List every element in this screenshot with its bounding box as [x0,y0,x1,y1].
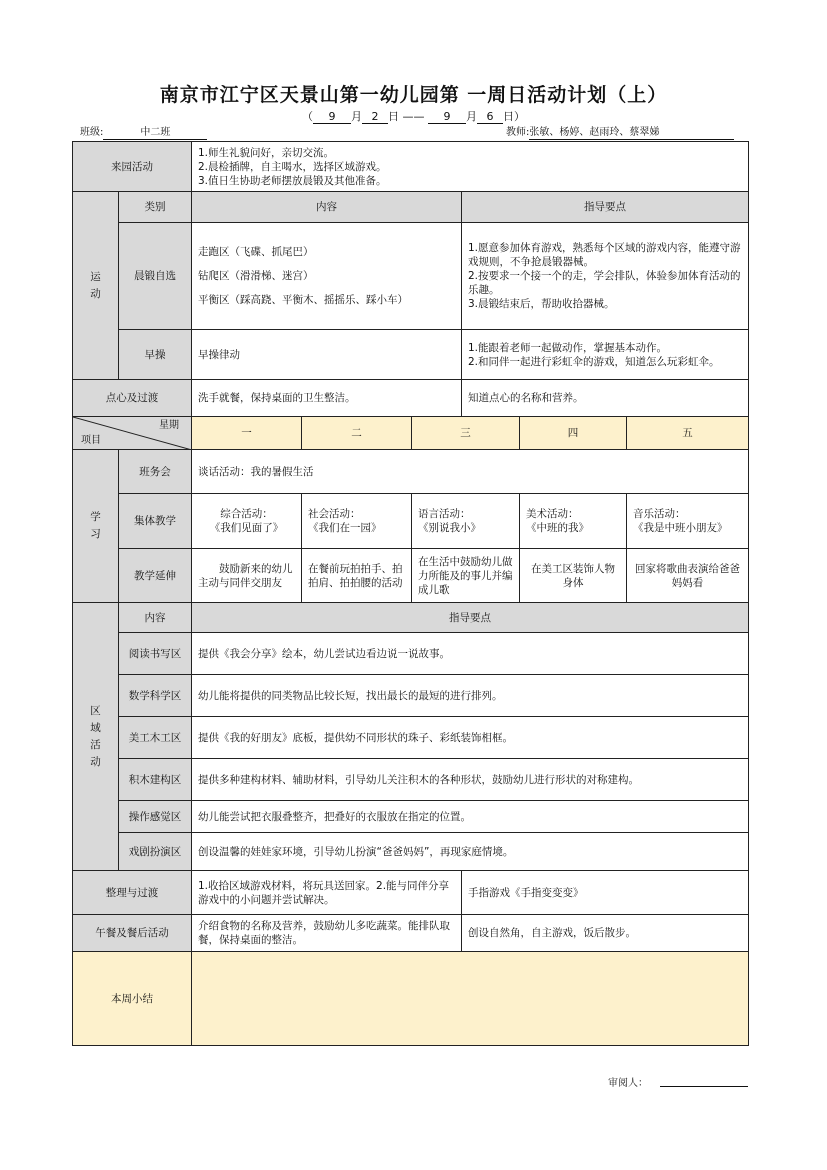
sport-section-text: 运动 [90,270,101,300]
class-meeting-content: 谈话活动：我的暑假生活 [192,450,749,494]
date-separator: —— [402,110,425,123]
tidy-guide: 手指游戏《手指变变变》 [462,871,749,915]
extension-day: 在餐前玩拍拍手、拍拍肩、拍拍腰的活动 [302,549,412,603]
area-guide: 提供多种建构材料、辅助材料，引导幼儿关注积木的各种形状，鼓励幼儿进行形状的对称建构。 [192,759,749,801]
reviewer [608,1074,648,1089]
date-range [0,108,827,124]
lunch-label: 午餐及餐后活动 [73,915,192,952]
areas-col-guide: 指导要点 [192,603,749,633]
class-meeting-row [73,450,749,494]
area-label: 数学科学区 [119,675,192,717]
arrival-line: 3.值日生协助老师摆放晨锻及其他准备。 [198,174,387,187]
day-header: 一 [192,417,302,450]
morning-content [192,223,462,330]
month-label: 月 [351,110,362,123]
area-label: 积木建构区 [119,759,192,801]
area-row [73,633,749,675]
group-teaching-day [627,494,749,549]
end-month: 9 [428,110,466,124]
lunch-content: 介绍食物的名称及营养，鼓励幼儿多吃蔬菜。能排队取餐，保持桌面的整洁。 [192,915,462,952]
areas-col-content: 内容 [119,603,192,633]
day-header: 二 [302,417,412,450]
tidy-content: 1.收拾区域游戏材料，将玩具送回家。2.能与同伴分享游戏中的小问题并尝试解决。 [192,871,462,915]
exercise-label: 早操 [119,330,192,380]
extension-day: 鼓励新来的幼儿主动与同伴交朋友 [192,549,302,603]
exercise-content: 早操律动 [192,330,462,380]
arrival-line: 2.晨检插牌，自主喝水，选择区域游戏。 [198,160,387,173]
lunch-guide: 创设自然角，自主游戏，饭后散步。 [462,915,749,952]
learning-section-text: 学习 [90,511,101,540]
week-header-row [73,417,749,450]
area-label: 戏剧扮演区 [119,833,192,871]
day-label: 日 [388,110,399,123]
sport-col-guide: 指导要点 [462,192,749,223]
teaching-title: 《别说我小》 [418,522,481,534]
areas-section-label [73,603,119,871]
extension-day: 回家将歌曲表演给爸爸妈妈看 [627,549,749,603]
class-label: 班级: [80,127,104,138]
weekday-item-header [73,417,192,450]
summary-label: 本周小结 [73,952,192,1046]
area-guide: 幼儿能将提供的同类物品比较长短，找出最长的最短的进行排列。 [192,675,749,717]
class-meeting-label: 班务会 [119,450,192,494]
group-teaching-label: 集体教学 [119,494,192,549]
morning-guide-line: 2.按要求一个接一个的走，学会排队，体验参加体育活动的乐趣。 [468,270,741,296]
teaching-title: 《中班的我》 [526,522,589,534]
area-row [73,675,749,717]
exercise-row [73,330,749,380]
teaching-type: 综合活动： [220,508,273,520]
tidy-row [73,871,749,915]
reviewer-label: 审阅人： [608,1078,648,1089]
date-close: 日） [503,110,525,123]
area-row [73,717,749,759]
teaching-title: 《我们见面了》 [209,522,284,534]
item-label: 项目 [81,435,101,446]
extension-day: 在生活中鼓励幼儿做力所能及的事儿并编成儿歌 [412,549,520,603]
exercise-guide-line: 1.能跟着老师一起做动作，掌握基本动作。 [468,341,668,354]
teaching-type: 音乐活动： [633,508,686,520]
morning-content-line: 走跑区（飞碟、抓尾巴） [198,246,314,258]
area-label: 阅读书写区 [119,633,192,675]
teaching-title: 《我是中班小朋友》 [633,522,728,534]
month-label-2: 月 [466,110,477,123]
area-row [73,759,749,801]
group-teaching-day [412,494,520,549]
morning-content-line: 钻爬区（滑滑梯、迷宫） [198,270,314,282]
area-label: 操作感觉区 [119,801,192,833]
arrival-line: 1.师生礼貌问好，亲切交流。 [198,146,335,159]
area-guide: 创设温馨的娃娃家环境，引导幼儿扮演“爸爸妈妈”，再现家庭情境。 [192,833,749,871]
snack-guide: 知道点心的名称和营养。 [462,380,749,417]
summary-content[interactable] [192,952,749,1046]
area-row [73,833,749,871]
learning-section-label [73,450,119,603]
sport-header-row [73,192,749,223]
arrival-label: 来园活动 [73,142,192,192]
teaching-title: 《我们在一园》 [308,522,382,534]
extension-label: 教学延伸 [119,549,192,603]
date-open: （ [302,110,313,123]
teaching-type: 语言活动： [418,508,471,520]
group-teaching-row [73,494,749,549]
area-row [73,801,749,833]
teaching-type: 美术活动： [526,508,579,520]
start-day: 2 [362,110,388,124]
day-header: 五 [627,417,749,450]
day-header: 四 [520,417,627,450]
group-teaching-day [192,494,302,549]
start-month: 9 [313,110,351,124]
arrival-content [192,142,749,192]
morning-label: 晨锻自选 [119,223,192,330]
class-info [80,126,207,140]
lunch-row [73,915,749,952]
weekday-label: 星期 [159,420,179,431]
snack-label: 点心及过渡 [73,380,192,417]
teacher-label: 教师: [506,127,530,138]
morning-guide-line: 3.晨锻结束后，帮助收拾器械。 [468,298,615,310]
snack-content: 洗手就餐，保持桌面的卫生整洁。 [192,380,462,417]
sport-col-category: 类别 [119,192,192,223]
page-title: 南京市江宁区天景山第一幼儿园第 一周日活动计划（上） [159,84,668,106]
exercise-guide-line: 2.和同伴一起进行彩虹伞的游戏，知道怎么玩彩虹伞。 [468,355,720,368]
end-day: 6 [477,110,503,124]
areas-header-row [73,603,749,633]
extension-day: 在美工区装饰人物身体 [520,549,627,603]
areas-section-text: 区域活动 [90,704,101,768]
morning-exercise-row [73,223,749,330]
arrival-row [73,142,749,192]
sport-col-content: 内容 [192,192,462,223]
day-header: 三 [412,417,520,450]
plan-table [72,141,749,1046]
reviewer-signature-line[interactable] [660,1086,748,1087]
morning-guide [462,223,749,330]
class-value: 中二班 [103,126,207,140]
area-guide: 幼儿能尝试把衣服叠整齐，把叠好的衣服放在指定的位置。 [192,801,749,833]
teacher-value: 张敏、杨婷、赵雨玲、蔡翠娣 [529,126,734,140]
area-label: 美工木工区 [119,717,192,759]
area-guide: 提供《我会分享》绘本，幼儿尝试边看边说一说故事。 [192,633,749,675]
tidy-label: 整理与过渡 [73,871,192,915]
morning-content-line: 平衡区（踩高跷、平衡木、摇摇乐、踩小车） [198,294,408,306]
teaching-type: 社会活动： [308,508,361,520]
exercise-guide [462,330,749,380]
extension-row [73,549,749,603]
group-teaching-day [520,494,627,549]
sport-section-label [73,192,119,380]
snack-row [73,380,749,417]
summary-row [73,952,749,1046]
teacher-info [506,126,734,140]
morning-guide-line: 1.愿意参加体育游戏，熟悉每个区域的游戏内容，能遵守游戏规则，不争抢晨锻器械。 [468,242,741,268]
group-teaching-day [302,494,412,549]
area-guide: 提供《我的好朋友》底板，提供幼不同形状的珠子、彩纸装饰相框。 [192,717,749,759]
